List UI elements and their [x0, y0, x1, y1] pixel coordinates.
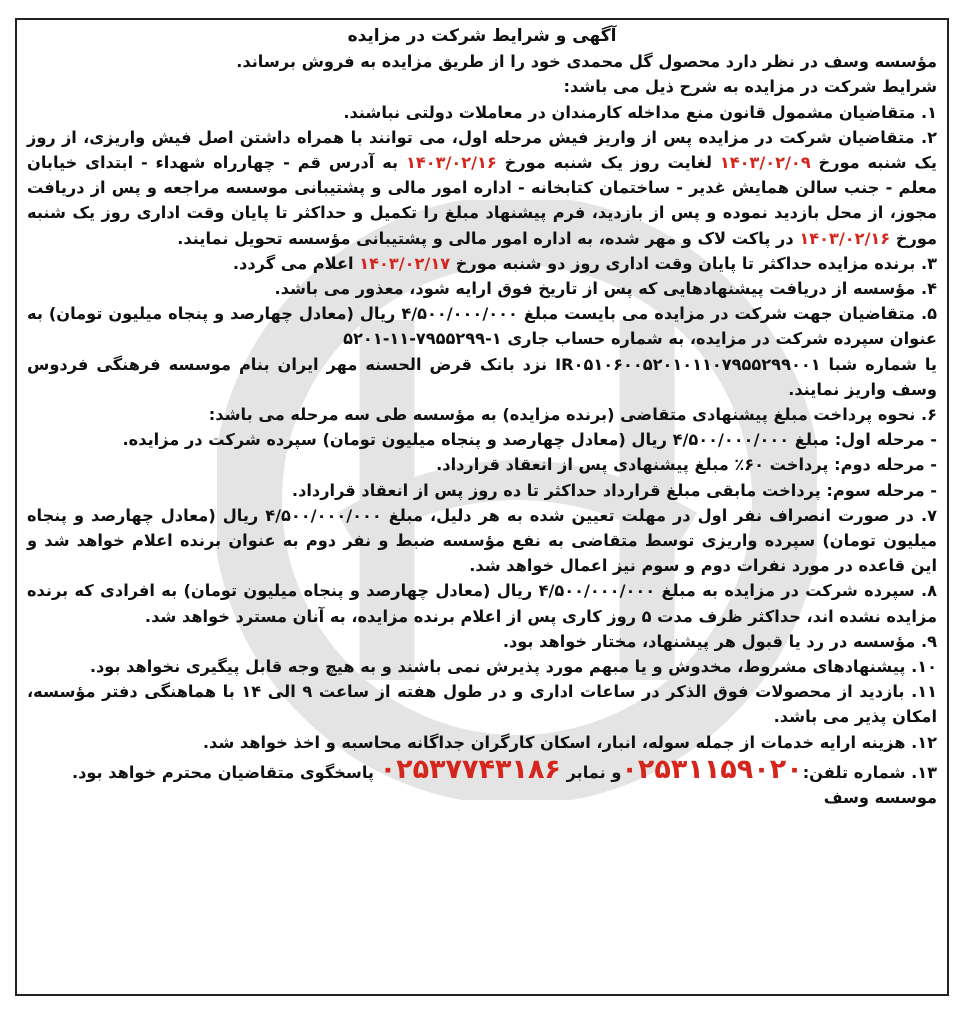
phone-number: ۰۲۵۳۱۱۵۹۰۲۰ — [621, 753, 803, 785]
item-6-stage-2: - مرحله دوم: پرداخت ۶۰٪ مبلغ پیشنهادی پس از انعقاد قرارداد. — [436, 455, 937, 475]
fax-number: ۰۲۵۳۷۷۴۳۱۸۶ — [379, 753, 561, 785]
notice-frame — [15, 18, 949, 996]
winner-announcement-date: ۱۴۰۳/۰۲/۱۷ — [359, 253, 451, 273]
item-2-part-b: لغایت روز یک شنبه مورخ — [504, 153, 712, 173]
item-3-part-a: ۳. برنده مزایده حداکثر تا پایان وقت اداری روز دو شنبه مورخ — [455, 253, 937, 273]
item-3 — [27, 251, 937, 276]
item-2-part-d: در پاکت لاک و مهر شده، به اداره امور مالی و پشتیبانی مؤسسه تحویل نمایند. — [177, 228, 794, 248]
item-5-sheba: یا شماره شبا IR۰۵۱۰۶۰۰۵۲۰۱۰۱۱۰۷۹۵۵۲۹۹۰۰۱ نزد بانک قرض الحسنه مهر ایران بنام موسسه فرهنگی فردوس وسف واریز نمایند. — [27, 354, 937, 399]
notice-body — [17, 20, 947, 810]
item-5: ۵. متقاضیان جهت شرکت در مزایده می بایست مبلغ ۴/۵۰۰/۰۰۰/۰۰۰ ریال (معادل چهارصد و پنجاه میلیون تومان) به عنوان سپرده شرکت در مزایده، به شماره حساب جاری ۱-۷۹۵۵۲۹۹-۱۱-۵۲۰۱ — [27, 304, 937, 349]
item-3-part-b: اعلام می گردد. — [232, 253, 354, 273]
item-1: ۱. متقاضیان مشمول قانون منع مداخله کارمندان در معاملات دولتی نباشند. — [343, 102, 937, 122]
item-4: ۴. مؤسسه از دریافت پیشنهادهایی که پس از تاریخ فوق ارایه شود، معذور می باشد. — [274, 279, 937, 299]
visit-start-date: ۱۴۰۳/۰۲/۰۹ — [719, 153, 811, 173]
conditions-heading: شرایط شرکت در مزایده به شرح ذیل می باشد: — [563, 77, 937, 97]
item-11: ۱۱. بازدید از محصولات فوق الذکر در ساعات اداری و در طول هفته از ساعت ۹ الی ۱۴ با هماهنگی دفتر مؤسسه، امکان پذیر می باشد. — [27, 682, 937, 727]
item-6-stage-1: - مرحله اول: مبلغ ۴/۵۰۰/۰۰۰/۰۰۰ ریال (معادل چهارصد و پنجاه میلیون تومان) سپرده شرکت در مزایده. — [122, 430, 937, 450]
submission-deadline-date: ۱۴۰۳/۰۲/۱۶ — [799, 228, 891, 248]
item-10: ۱۰. پیشنهادهای مشروط، مخدوش و یا مبهم مورد پذیرش نمی باشند و به هیچ وجه قابل پیگیری نخواهد بود. — [89, 657, 937, 677]
item-2-part-c: به آدرس قم - چهارراه شهداء - ابتدای خیابان معلم - جنب سالن همایش غدیر - ساختمان کتابخانه - اداره امور مالی و پشتیبانی موسسه مراجعه و پس از دریافت مجوز، از محل بازدید نموده و پس از بازدید، فرم پیشنهاد مبلغ را تکمیل و حداکثر تا پایان وقت اداری روز یک شنبه مورخ — [27, 153, 937, 248]
visit-end-date: ۱۴۰۳/۰۲/۱۶ — [405, 153, 497, 173]
item-6: ۶. نحوه پرداخت مبلغ پیشنهادی متقاضی (برنده مزایده) به مؤسسه طی سه مرحله می باشد: — [208, 405, 937, 425]
item-13 — [27, 755, 937, 785]
item-8: ۸. سپرده شرکت در مزایده به مبلغ ۴/۵۰۰/۰۰۰/۰۰۰ ریال (معادل چهارصد و پنجاه میلیون تومان) به افرادی که برنده مزایده نشده اند، حداکثر ظرف مدت ۵ روز کاری پس از اعلام برنده مزایده، به آنان مسترد خواهد شد. — [27, 581, 937, 626]
item-13-part-c: پاسخگوی متقاضیان محترم خواهد بود. — [71, 762, 374, 782]
item-6-stage-3: - مرحله سوم: پرداخت مابقی مبلغ قرارداد حداکثر تا ده روز پس از انعقاد قرارداد. — [291, 480, 937, 500]
notice-title: آگهی و شرایط شرکت در مزایده — [347, 26, 617, 46]
item-13-part-b: و نمابر — [566, 762, 622, 782]
item-2-part-a: ۲. متقاضیان شرکت در مزایده پس از واریز فیش مرحله اول، می توانند با همراه داشتن اصل فیش واریزی، از روز یک شنبه مورخ — [27, 127, 937, 173]
signature: موسسه وسف — [823, 788, 937, 808]
item-7: ۷. در صورت انصراف نفر اول در مهلت تعیین شده به هر دلیل، مبلغ ۴/۵۰۰/۰۰۰/۰۰۰ ریال (معادل چهارصد و پنجاه میلیون تومان) سپرده واریزی توسط متقاضی به نفع مؤسسه ضبط و نفر دوم به عنوان برنده اعلام خواهد شد و این قاعده در مورد نفرات دوم و سوم نیز اعمال خواهد شد. — [27, 505, 937, 576]
item-2 — [27, 125, 937, 251]
item-12: ۱۲. هزینه ارایه خدمات از جمله سوله، انبار، اسکان کارگران جداگانه محاسبه و اخذ خواهد شد. — [202, 732, 937, 752]
item-9: ۹. مؤسسه در رد یا قبول هر پیشنهاد، مختار خواهد بود. — [502, 631, 937, 651]
item-13-part-a: ۱۳. شماره تلفن: — [802, 762, 937, 782]
intro-text: مؤسسه وسف در نظر دارد محصول گل محمدی خود را از طریق مزایده به فروش برساند. — [236, 52, 937, 72]
